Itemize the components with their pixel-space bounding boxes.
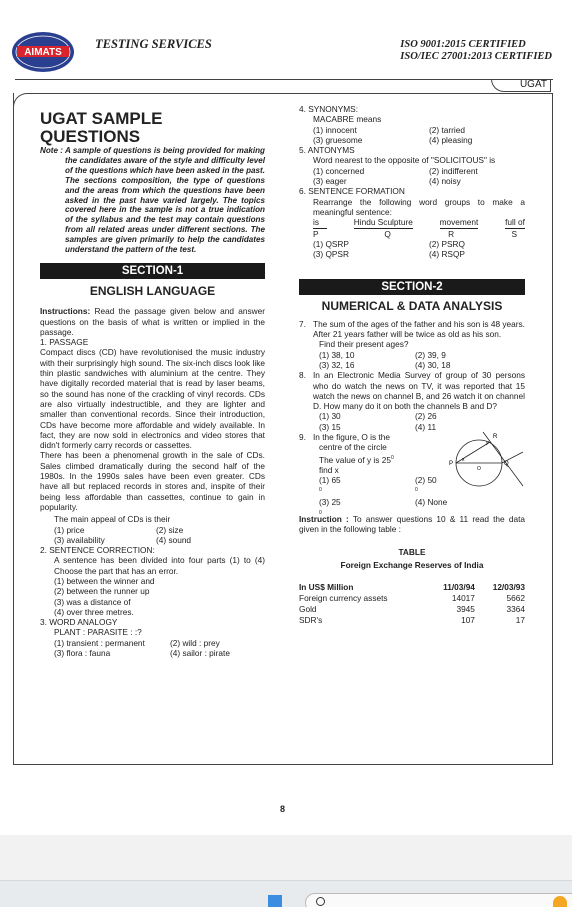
q3-option-2: (2) wild : prey [170,637,220,648]
q8-option-2: (2) 26 [415,411,437,422]
q9-block: 9. In the figure, O is the centre of the circle The value of y is $25^0$ find x (1) 65 $^0$ (2) 50 $^0$ (3) 25 $^0$ (4) None R P Q O x y [299,432,525,514]
q6-option-1: (1) QSRP [313,238,349,249]
table-header-cell: 11/03/94 [443,582,475,593]
table-row [299,615,525,626]
taskbar-search[interactable] [305,893,572,907]
q3-option-4: (4) sailor : pirate [170,648,230,659]
header-certifications [400,39,552,63]
fig-label-y: y [486,440,489,447]
page-title: UGAT SAMPLE QUESTIONS [40,109,163,146]
q9-option-3: (3) 25 [319,497,341,508]
table-cell: 3364 [506,604,525,615]
q6-option-2: (2) PSRQ [429,238,465,249]
header-tab-ugat: UGAT [491,79,551,92]
instructions-label: Instructions: [40,306,91,317]
table-header-row [299,582,525,593]
reserves-table [299,582,525,626]
section-2-bar: SECTION-2 [299,279,525,295]
q7-option-1: (1) 38, 10 [319,349,355,360]
circle-figure [433,430,525,492]
q1-option-2: (2) size [156,524,184,535]
q6-letter-q: Q [384,228,391,239]
fig-label-o: O [477,466,481,473]
right-column [299,104,525,626]
q7-number: 7. [299,318,306,329]
q6-option-3: (3) QPSR [313,249,349,260]
passage-paragraph-2: There has been a phenomenal growth in the sale of CDs. Sales climbed dramatically during the second half of the 1980s. In the 1990s sales have been even greater. CDs have all but replaced records in stores and, inspite of their being less affordable than cassettes, continue to gain in popularity. [40,450,265,512]
q6-letter-r: R [448,228,455,239]
q5-heading: 5. ANTONYMS [299,145,355,156]
table-cell: 5662 [506,593,525,604]
q6-letter-s: S [511,228,517,239]
q4-stem: MACABRE means [313,114,382,125]
table-header-cell: 12/03/93 [492,582,525,593]
q7-option-4: (4) 30, 18 [415,359,451,370]
aimats-logo [11,30,75,74]
q6-word-3: movement [439,217,479,228]
q9-option-4: (4) None [415,497,448,508]
q2-option-3: (3) was a distance of [54,596,131,607]
section-1-title: ENGLISH LANGUAGE [89,283,216,298]
q6-letter-p: P [313,228,319,239]
q1-option-4: (4) sound [156,534,192,545]
q6-word-letters [299,229,525,239]
q1-option-3: (3) availability [54,534,105,545]
passage-paragraph-1: Compact discs (CD) have revolutionised the music industry with their surprisingly high sound. The six-inch discs look like thin plastic sandwiches with aluminium at the centre. They have digitally recorded material that is read by laser beams, so the sound has none of the crackling of vinyl records. CDs are also virtually indestructible, and they are lighter and smaller than conventional records. Since their introduction, CDs have become more affordable and widely available. In fact, they are now sold in electronics and video stores that didn't formerly carry records or cassettes. [40,347,265,451]
table-header-cell: In US$ Million [299,582,354,593]
cert-line-2: ISO/IEC 27001:2013 CERTIFIED [400,51,552,62]
table-row [299,604,525,615]
q7-option-3: (3) 32, 16 [319,359,355,370]
q3-heading: 3. WORD ANALOGY [40,617,118,628]
page-number: 8 [280,804,286,814]
q2-option-2: (2) between the runner up [54,586,150,597]
q6-word-4: full of [505,217,525,228]
table-cell: Foreign currency assets [299,593,388,604]
note [40,146,265,255]
instructions [40,306,265,337]
q7-question: Find their present ages? [319,339,409,350]
q2-option-4: (4) over three metres. [54,606,134,617]
q9-number: 9. [299,432,306,443]
start-button[interactable] [268,895,282,907]
fig-label-r: R [493,434,498,441]
section-1-bar: SECTION-1 [40,263,265,279]
q2-option-1: (1) between the winner and [54,575,155,586]
q1-stem: The main appeal of CDs is their [54,514,171,525]
q5-option-2: (2) indifferent [429,165,478,176]
q4-option-3: (3) gruesome [313,134,363,145]
fig-label-x: x [462,457,465,464]
q3-option-1: (1) transient : permanent [54,637,145,648]
q4-option-4: (4) pleasing [429,134,473,145]
q9-line-1: In the figure, O is the [313,432,391,443]
q4-option-2: (2) tarried [429,124,465,135]
search-icon[interactable] [316,897,325,906]
q6-stem: Rearrange the following word groups to make a meaningful sentence: [313,196,525,217]
table-cell: 14017 [451,593,475,604]
q6-option-4: (4) RSQP [429,249,465,260]
q8-option-4: (4) 11 [415,421,437,432]
q2-stem: A sentence has been divided into four parts (1) to (4) Choose the part that has an error. [54,555,265,576]
q8-option-3: (3) 15 [319,421,341,432]
q4-option-1: (1) innocent [313,124,357,135]
table-cell: 107 [461,615,475,626]
app-icon[interactable] [553,896,567,907]
q1-option-1: (1) price [54,524,85,535]
q8-number: 8. [299,370,306,381]
q8-stem: In an Electronic Media Survey of group of 30 persons who do watch the news on TV, it was reported that 15 watch the news on channel B, and 26 watch it on channel D. How many do it on both the channels B and D? [313,370,525,412]
cert-line-1: ISO 9001:2015 CERTIFIED [400,39,526,50]
table-cell: SDR's [299,615,323,626]
note-text: A sample of questions is being provided for making the candidates aware of the style and difficulty level of the questions which have been asked in the past. The sections composition, the type of questions and the areas from which the questions have been asked in the past have varied largely. The topics covered here in the sample is not a true indication of the syllabus and the test may contain questions from all related areas under different sections. The samples are given primarily to help the candidates understand the pattern of the test. [65,146,265,255]
fig-label-p: P [449,461,454,468]
q6-word-1: is [313,217,327,228]
q5-stem: Word nearest to the opposite of "SOLICITOUS" is [313,155,496,166]
table-caption: Foreign Exchange Reserves of India [340,559,484,570]
section-2-title: NUMERICAL & DATA ANALYSIS [321,299,503,314]
q9-line-4: find x [319,464,339,475]
table-title: TABLE [398,546,426,557]
q5-option-1: (1) concerned [313,165,365,176]
q9-line-2: centre of the circle [319,442,387,453]
q8-option-1: (1) 30 [319,411,341,422]
table-instructions-text: To answer questions 10 & 11 read the data given in the following table : [299,514,525,535]
instructions-text: Read the passage given below and answer questions on the basis of what is written or implied in the passage. [40,306,265,337]
q7-stem: The sum of the ages of the father and his son is 48 years. After 21 years father will be twice as old as his son. [313,318,525,340]
q6-word-groups [299,217,525,228]
svg-text:AIMATS: AIMATS [24,47,62,58]
q2-heading: 2. SENTENCE CORRECTION: [40,545,155,556]
q6-word-2: Hindu Sculpture [353,217,413,228]
q9-option-2: (2) 50 [415,474,437,485]
note-label: Note : [40,146,63,155]
table-instructions-label: Instruction : [299,514,349,525]
table-cell: Gold [299,604,317,615]
q6-heading: 6. SENTENCE FORMATION [299,186,405,197]
q5-option-3: (3) eager [313,176,347,187]
q7-option-2: (2) 39, 9 [415,349,446,360]
header-rule [15,79,553,80]
q3-option-3: (3) flora : fauna [54,648,111,659]
table-row [299,593,525,604]
table-cell: 17 [515,615,525,626]
table-cell: 3945 [456,604,475,615]
q3-stem: PLANT : PARASITE : :? [54,627,142,638]
q9-option-1: (1) 65 [319,474,341,485]
q9-line-3: The value of y is 25 [319,454,391,465]
q5-option-4: (4) noisy [429,176,461,187]
left-column [40,108,265,658]
header-org: TESTING SERVICES [95,37,212,51]
q4-heading: 4. SYNONYMS: [299,104,359,114]
fig-label-q: Q [504,461,509,468]
q1-heading: 1. PASSAGE [40,337,89,348]
